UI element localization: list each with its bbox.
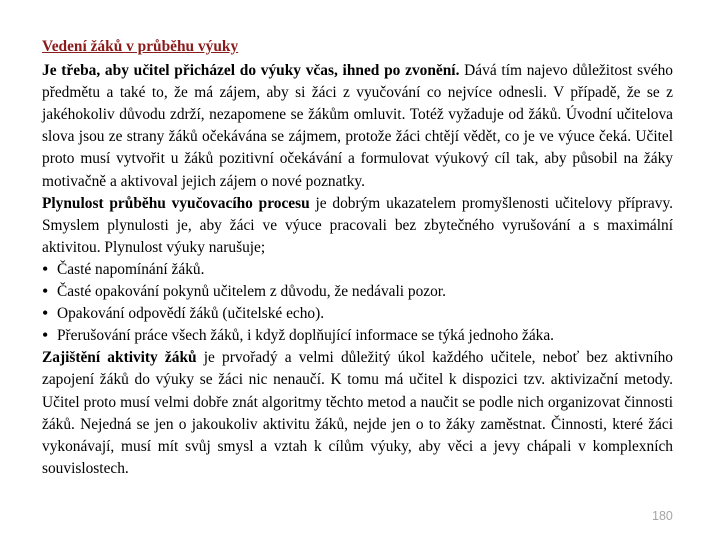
page-number: 180	[652, 509, 673, 523]
paragraph-fluency-bold: Plynulost průběhu vyučovacího procesu	[42, 194, 310, 212]
list-item-text: Časté napomínání žáků.	[57, 260, 205, 278]
bullet-icon: •	[42, 258, 49, 279]
list-item-text: Přerušování práce všech žáků, i když doplňující informace se týká jednoho žáka.	[57, 327, 555, 345]
paragraph-fluency-text: je dobrým ukazatelem promyšlenosti učitelovy přípravy. Smyslem plynulosti je, aby žáci ve výuce pracovali bez zbytečného vyrušování a s maximální aktivitou. Plynulost výuky narušuje;	[42, 194, 673, 256]
paragraph-activity	[42, 347, 673, 480]
list-item-text: Časté opakování pokynů učitelem z důvodu, že nedávali pozor.	[57, 283, 446, 301]
list-item-text: Opakování odpovědí žáků (učitelské echo).	[57, 305, 325, 323]
paragraph-activity-text: je prvořadý a velmi důležitý úkol každého učitele, neboť bez aktivního zapojení žáků do výuky se žáci nic nenaučí. K tomu má učitel k dispozici tzv. aktivizační metody. Učitel proto musí velmi dobře znát algoritmy těchto metod a naučit se podle nich organizovat činnosti žáků. Nejedná se jen o jakoukoliv aktivitu žáků, nejde jen o to žáky zaměstnat. Činnosti, které žáci vykonávají, musí mít svůj smysl a vztah k cílům výuky, aby věci a jevy chápali v komplexních souvislostech.	[42, 349, 674, 477]
bullet-icon: •	[42, 281, 49, 302]
disruption-list	[42, 259, 673, 347]
bullet-icon: •	[42, 325, 49, 346]
paragraph-arrival-bold: Je třeba, aby učitel přicházel do výuky včas, ihned po zvonění.	[42, 62, 460, 80]
bullet-icon: •	[42, 303, 49, 324]
paragraph-arrival	[42, 60, 673, 193]
list-item	[42, 325, 673, 347]
paragraph-arrival-text: Dává tím najevo důležitost svého předmětu a také to, že má zájem, aby si žáci z vyučování co nejvíce odnesli. V případě, že se z jakéhokoliv důvodu zdrží, nezapomene se žákům omluvit. Totéž vyžaduje od žáků. Úvodní učitelova slova jsou ze strany žáků očekávána se zájmem, protože žáci chtějí vědět, co je ve výuce čeká. Učitel proto musí vytvořit u žáků pozitivní očekávání a formulovat výukový cíl tak, aby působil na žáky motivačně a aktivoval jejich zájem o nové poznatky.	[42, 62, 673, 190]
list-item	[42, 303, 673, 325]
list-item	[42, 259, 673, 281]
paragraph-activity-bold: Zajištění aktivity žáků	[42, 349, 197, 367]
slide-title: Vedení žáků v průběhu výuky	[42, 38, 239, 55]
paragraph-fluency	[42, 193, 673, 259]
list-item	[42, 281, 673, 303]
slide-content	[42, 36, 673, 480]
